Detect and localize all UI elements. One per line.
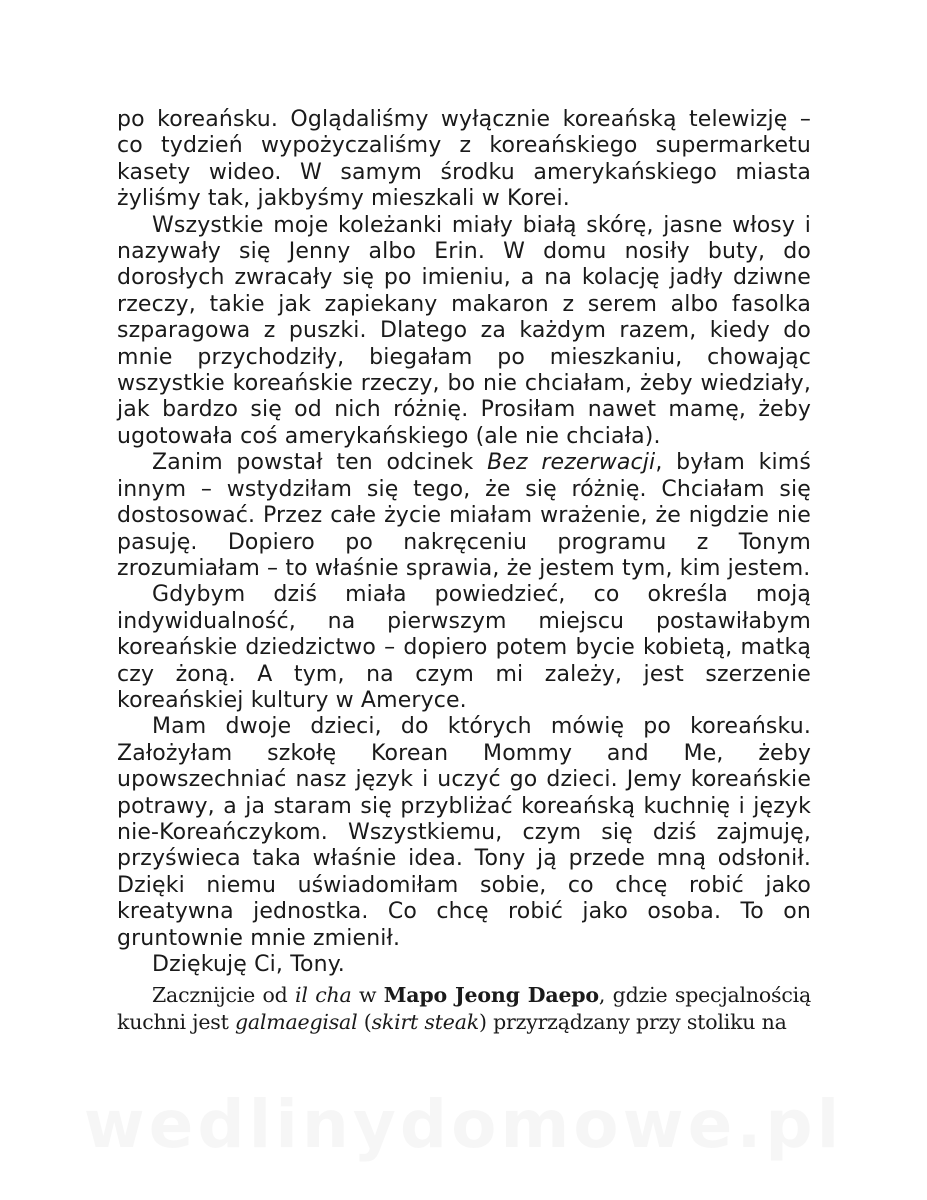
- text-run: Wszystkie moje koleżanki miały białą skórę, jasne włosy i nazywały się Jenny albo Erin. W domu nosiły buty, do dorosłych zwracały się po imieniu, a na kolację jadły dziwne rzeczy, takie jak zapiekany makaron z serem albo fasolka szparagowa z puszki. Dlatego za każdym razem, kiedy do mnie przychodziły, biegałam po mieszkaniu, chowając wszystkie koreańskie rzeczy, bo nie chciałam, żeby wiedziały, jak bardzo się od nich różnię. Prosiłam nawet mamę, żeby ugotowała coś amerykańskiego (ale nie chciała).: [117, 212, 811, 449]
- text-run: (: [357, 1010, 372, 1035]
- main-text: [117, 107, 811, 978]
- italic-term: il cha: [295, 983, 352, 1008]
- text-run: Mam dwoje dzieci, do których mówię po koreańsku. Założyłam szkołę Korean Mommy and Me, żeby upowszechniać nasz język i uczyć go dzieci. Jemy koreańskie potrawy, a ja staram się przybliżać koreańską kuchnię i język nie-Koreańczykom. Wszystkiemu, czym się dziś zajmuję, przyświeca taka właśnie idea. Tony ją przede mną odsłonił. Dzięki niemu uświadomiłam sobie, co chcę robić jako kreatywna jednostka. Co chcę robić jako osoba. To on gruntownie mnie zmienił.: [117, 714, 811, 951]
- paragraph-0: [117, 107, 811, 213]
- paragraph-4: [117, 714, 811, 952]
- page-body: [117, 107, 811, 1036]
- paragraph-5: [117, 952, 811, 978]
- paragraph-3: [117, 582, 811, 714]
- text-run: w: [351, 983, 384, 1008]
- text-run: Zanim powstał ten odcinek: [152, 450, 488, 476]
- text-run: ) przyrządzany przy stoliku na: [478, 1010, 787, 1035]
- text-run: Zacznijcie od: [152, 983, 296, 1008]
- text-run: , byłam kimś innym – wstydziłam się tego, że się różnię. Chciałam się dostosować. Przez całe życie miałam wrażenie, że nigdzie nie pasuję. Dopiero po nakręceniu programu z Tonym zrozumiałam – to właśnie sprawia, że jestem tym, kim jestem.: [117, 450, 811, 581]
- serif-paragraph: [117, 982, 811, 1036]
- text-run: po koreańsku. Oglądaliśmy wyłącznie koreańską telewizję – co tydzień wypożyczaliśmy z koreańskiego supermarketu kasety wideo. W samym środku amerykańskiego miasta żyliśmy tak, jakbyśmy mieszkali w Korei.: [117, 107, 811, 212]
- restaurant-name: Mapo Jeong Daepo: [383, 983, 599, 1008]
- paragraph-2: [117, 450, 811, 582]
- text-run: , gdzie specjalnością kuchni jest: [117, 983, 811, 1035]
- book-title-italic: Bez rezerwacji: [487, 450, 656, 476]
- text-run: Dziękuję Ci, Tony.: [152, 952, 345, 977]
- text-run: Gdybym dziś miała powiedzieć, co określa moją indywidualność, na pierwszym miejscu postawiłabym koreańskie dziedzictwo – dopiero potem bycie kobietą, matką czy żoną. A tym, na czym mi zależy, jest szerzenie koreańskiej kultury w Ameryce.: [117, 582, 811, 713]
- paragraph-1: [117, 213, 811, 451]
- italic-term: galmaegisal: [234, 1010, 358, 1035]
- watermark: [0, 1086, 927, 1163]
- italic-term: skirt steak: [371, 1010, 479, 1035]
